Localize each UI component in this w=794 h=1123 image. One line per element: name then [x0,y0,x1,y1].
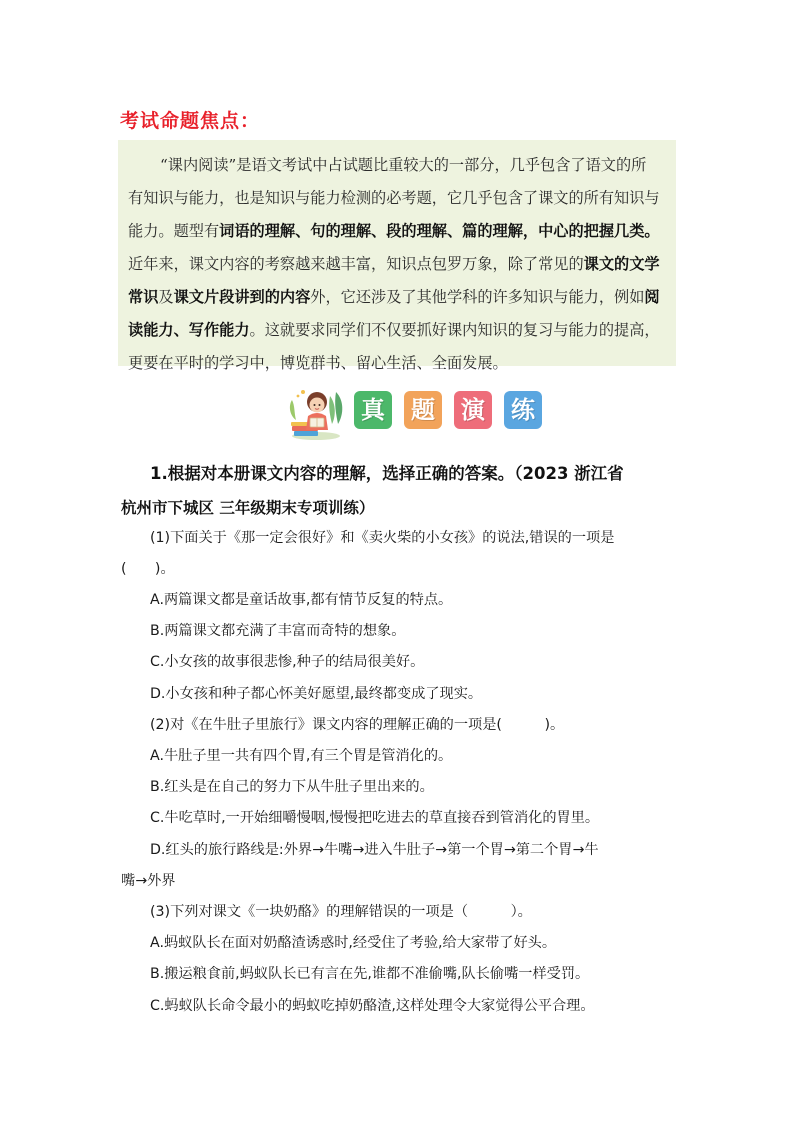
option-a: A.两篇课文都是童话故事,都有情节反复的特点。 [150,592,453,608]
option-d: D.小女孩和种子都心怀美好愿望,最终都变成了现实。 [150,686,483,702]
question-1-title: 1.根据对本册课文内容的理解，选择正确的答案。（2023 浙江省 [150,464,624,483]
option-d: D.红头的旅行路线是:外界→牛嘴→进入牛肚子→第一个胃→第二个胃→牛 [150,842,599,858]
reading-girl-icon [286,386,348,440]
question-text: (1)下面关于《那一定会很好》和《卖火柴的小女孩》的说法,错误的一项是 [150,530,615,546]
focus-line: 常识及课文片段讲到的内容外，它还涉及了其他学科的许多知识与能力，例如阅 [128,288,660,306]
answer-blank: ( )。 [121,561,175,577]
practice-banner [286,386,546,440]
banner-tile-3 [454,391,492,429]
option-c: C.小女孩的故事很悲惨,种子的结局很美好。 [150,654,425,670]
option-c: C.蚂蚁队长命令最小的蚂蚁吃掉奶酪渣,这样处理令大家觉得公平合理。 [150,998,595,1014]
option-c: C.牛吃草时,一开始细嚼慢咽,慢慢把吃进去的草直接吞到管消化的胃里。 [150,810,600,826]
focus-line: 能力。题型有词语的理解、句的理解、段的理解、篇的理解，中心的把握几类。 [128,222,660,240]
focus-line: 读能力、写作能力。这就要求同学们不仅要抓好课内知识的复习与能力的提高， [128,321,660,339]
question-text: (3)下列对课文《一块奶酪》的理解错误的一项是（ ）。 [150,904,532,920]
question-1-source: 杭州市下城区 三年级期末专项训练） [121,499,375,517]
banner-tile-4 [504,391,542,429]
question-text: (2)对《在牛肚子里旅行》课文内容的理解正确的一项是( )。 [150,717,565,733]
exam-focus-box [118,140,676,372]
focus-line: 近年来，课文内容的考察越来越丰富，知识点包罗万象，除了常见的课文的文学 [128,255,660,273]
option-a: A.蚂蚁队长在面对奶酪渣诱惑时,经受住了考验,给大家带了好头。 [150,935,557,951]
focus-line: 有知识与能力，也是知识与能力检测的必考题，它几乎包含了课文的所有知识与 [128,189,660,207]
banner-char: 真 [361,396,385,424]
exam-focus-title: 考试命题焦点： [120,110,261,132]
banner-char: 演 [461,396,485,424]
focus-line: “课内阅读”是语文考试中占试题比重较大的一部分，几乎包含了语文的所 [160,156,647,174]
banner-char: 题 [411,396,435,424]
option-a: A.牛肚子里一共有四个胃,有三个胃是管消化的。 [150,748,453,764]
option-b: B.两篇课文都充满了丰富而奇特的想象。 [150,623,406,639]
focus-line: 更要在平时的学习中，博览群书、留心生活、全面发展。 [128,354,508,372]
option-b: B.红头是在自己的努力下从牛肚子里出来的。 [150,779,434,795]
option-d-continued: 嘴→外界 [121,873,176,889]
option-b: B.搬运粮食前,蚂蚁队长已有言在先,谁都不准偷嘴,队长偷嘴一样受罚。 [150,966,590,982]
banner-tile-2 [404,391,442,429]
banner-char: 练 [511,396,535,424]
banner-tile-1 [354,391,392,429]
